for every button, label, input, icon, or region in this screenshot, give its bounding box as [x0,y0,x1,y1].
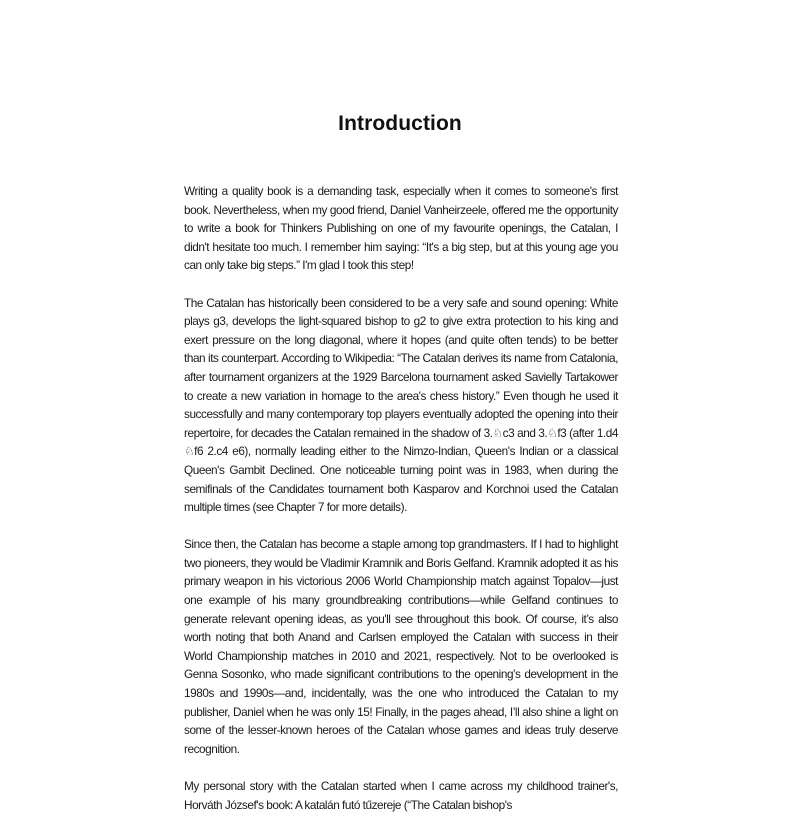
paragraph-2: The Catalan has historically been considered to be a very safe and sound opening: White plays g3, develops the light-squared bishop to g2 to give extra protection to his king and exert pressure on the long diagonal, where it hopes (and quite often tends) to be better than its counterpart. According to Wikipedia: “The Catalan derives its name from Catalonia, after tournament organizers at the 1929 Barcelona tournament asked Savielly Tartakower to create a new variation in homage to the area's chess history.” Even though he used it successfully and many contemporary top players eventually adopted the opening into their repertoire, for decades the Catalan remained in the shadow of 3.♘c3 and 3.♘f3 (after 1.d4 ♘f6 2.c4 e6), normally leading either to the Nimzo-Indian, Queen's Indian or a classical Queen's Gambit Declined. One noticeable turning point was in 1983, when during the semifinals of the Candidates tournament both Kasparov and Korchnoi used the Catalan multiple times (see Chapter 7 for more details). [184,295,618,515]
paragraph-4: My personal story with the Catalan started when I came across my childhood trainer's, Horváth József's book: A katalán futó tűzereje (“The Catalan bishop's [184,779,618,812]
page-title: Introduction [338,112,462,135]
paragraph-1: Writing a quality book is a demanding task, especially when it comes to someone's first book. Nevertheless, when my good friend, Daniel Vanheirzeele, offered me the opportunity to write a book for Thinkers Publishing on one of my favourite openings, the Catalan, I didn't hesitate too much. I remember him saying: “It's a big step, but at this young age you can only take big steps.” I'm glad I took this step! [184,184,618,273]
paragraph-3: Since then, the Catalan has become a staple among top grandmasters. If I had to highlight two pioneers, they would be Vladimir Kramnik and Boris Gelfand. Kramnik adopted it as his primary weapon in his victorious 2006 World Championship match against Topalov—just one example of his many groundbreaking contributions—while Gelfand continues to generate relevant opening ideas, as you'll see throughout this book. Of course, it’s also worth noting that both Anand and Carlsen employed the Catalan with success in their World Championship matches in 2010 and 2021, respectively. Not to be overlooked is Genna Sosonko, who made significant contributions to the opening’s development in the 1980s and 1990s—and, incidentally, was the one who introduced the Catalan to my publisher, Daniel when he was only 15! Finally, in the pages ahead, I’ll also shine a light on some of the lesser-known heroes of the Catalan whose games and ideas truly deserve recognition. [184,537,618,756]
body-text [184,182,618,833]
